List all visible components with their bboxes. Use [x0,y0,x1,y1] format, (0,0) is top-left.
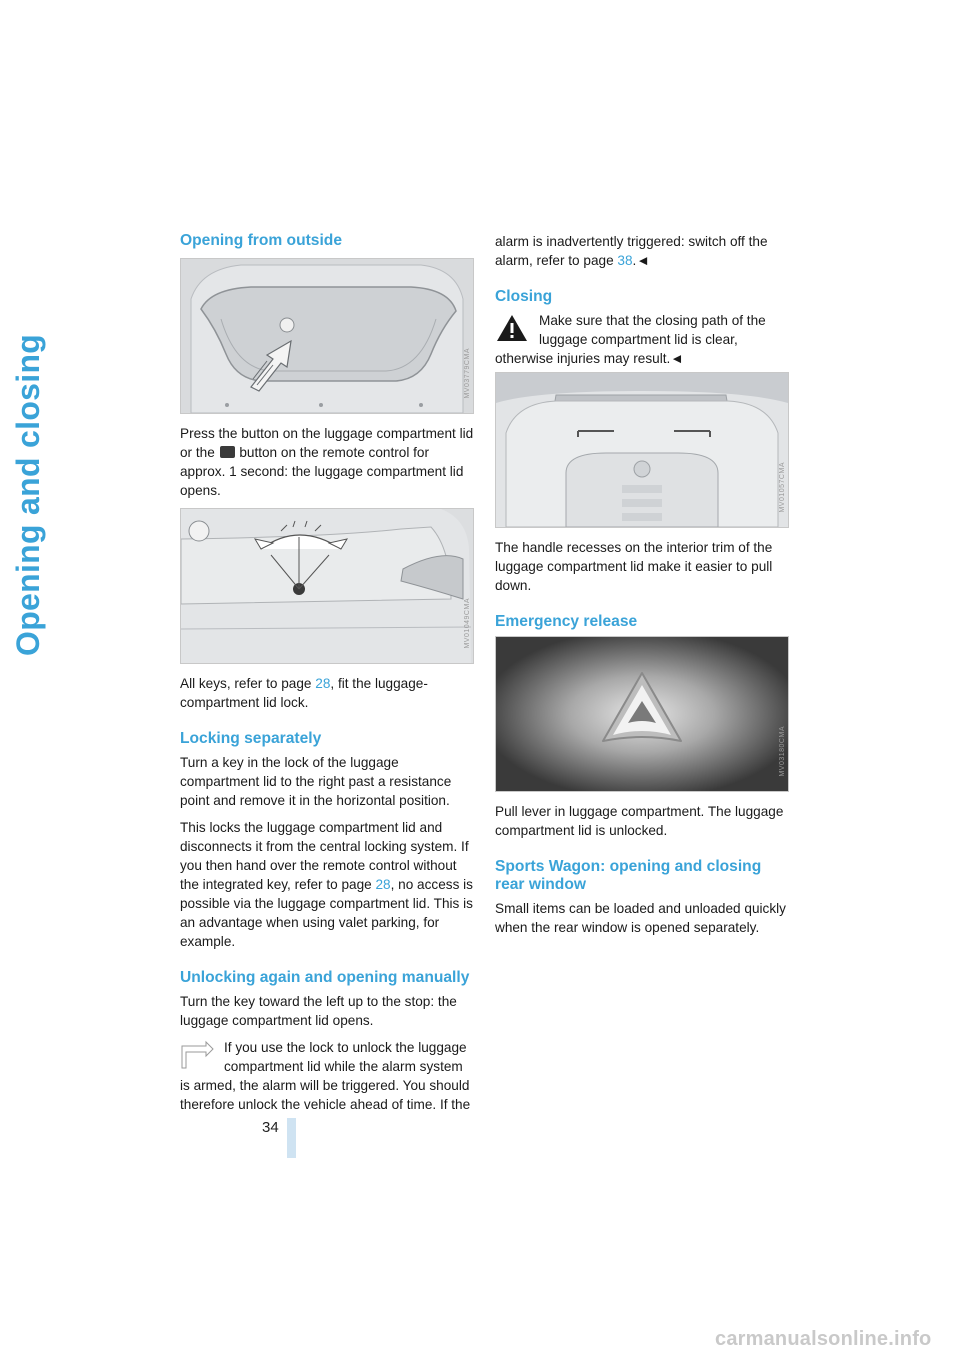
right-text-block-2 [495,538,789,631]
paragraph-press-button: Press the button on the luggage compartment lid or the button on the remote control for approx. 1 second: the luggage compartment lid opens. [180,426,474,498]
figure-trunk-lock [180,508,474,664]
paragraph-handle: The handle recesses on the interior trim of the luggage compartment lid make it easier to pull down. [495,540,773,593]
paragraph-alarm-continued: alarm is inadvertently triggered: switch off the alarm, refer to page 38.◄ [495,234,768,268]
paragraph-pull-lever: Pull lever in luggage compartment. The luggage compartment lid is unlocked. [495,804,784,838]
heading-locking-separately: Locking separately [180,730,322,747]
footer-watermark: carmanualsonline.info [715,1328,932,1350]
page-link[interactable]: 28 [315,676,331,691]
left-column [180,232,474,250]
page-link[interactable]: 28 [375,877,391,892]
heading-closing: Closing [495,288,553,305]
figure-code: MV03779CMA [464,348,471,399]
paragraph-wagon: Small items can be loaded and unloaded quickly when the rear window is opened separately. [495,901,786,935]
figure-handle-recesses [495,372,789,528]
emergency-lever-illustration [496,637,788,791]
warning-block [495,311,789,368]
page-link[interactable]: 38 [617,253,633,268]
paragraph-lock-1: Turn a key in the lock of the luggage compartment lid to the right past a resistance point and remove it in the horizontal position. [180,755,452,808]
figure-code: MV03180CMA [779,726,786,777]
page-number: 34 [262,1119,279,1136]
right-text-block-3 [495,802,789,945]
heading-emergency-release: Emergency release [495,613,638,630]
trunk-lock-illustration [181,509,473,663]
figure-trunk-lid-button [180,258,474,414]
interior-trim-illustration [496,373,788,527]
left-text-block-1 [180,424,474,508]
trunk-lid-illustration [181,259,473,413]
chapter-title: Opening and closing [10,333,46,656]
paragraph-keys: All keys, refer to page 28, fit the luggage-compartment lid lock. [180,676,428,710]
paragraph-note: If you use the lock to unlock the luggage compartment lid while the alarm system is armed, the alarm will be triggered. You should therefore unlock the vehicle ahead of time. If the [180,1040,471,1112]
note-block [180,1038,474,1114]
heading-opening-outside: Opening from outside [180,232,342,249]
paragraph-lock-2: This locks the luggage compartment lid and disconnects it from the central locking system. If you then hand over the remote control without the integrated key, refer to page 28, no access is possible via the luggage compartment lid. This is an advantage when using valet parking, for example. [180,820,473,949]
paragraph-warning: Make sure that the closing path of the luggage compartment lid is clear, otherwise injuries may result.◄ [495,313,766,366]
heading-unlocking: Unlocking again and opening manually [180,969,470,986]
warning-triangle-icon [495,313,529,343]
paragraph-unlock: Turn the key toward the left up to the stop: the luggage compartment lid opens. [180,994,457,1028]
right-text-block-1 [495,232,789,376]
car-trunk-remote-icon [220,446,235,458]
left-text-block-2 [180,674,474,1122]
note-arrow-icon [180,1040,214,1070]
heading-sports-wagon: Sports Wagon: opening and closing rear window [495,858,762,893]
figure-code: MV01057CMA [779,462,786,513]
page-number-bar [287,1118,296,1158]
figure-code: MV01049CMA [464,598,471,649]
figure-emergency-lever [495,636,789,792]
